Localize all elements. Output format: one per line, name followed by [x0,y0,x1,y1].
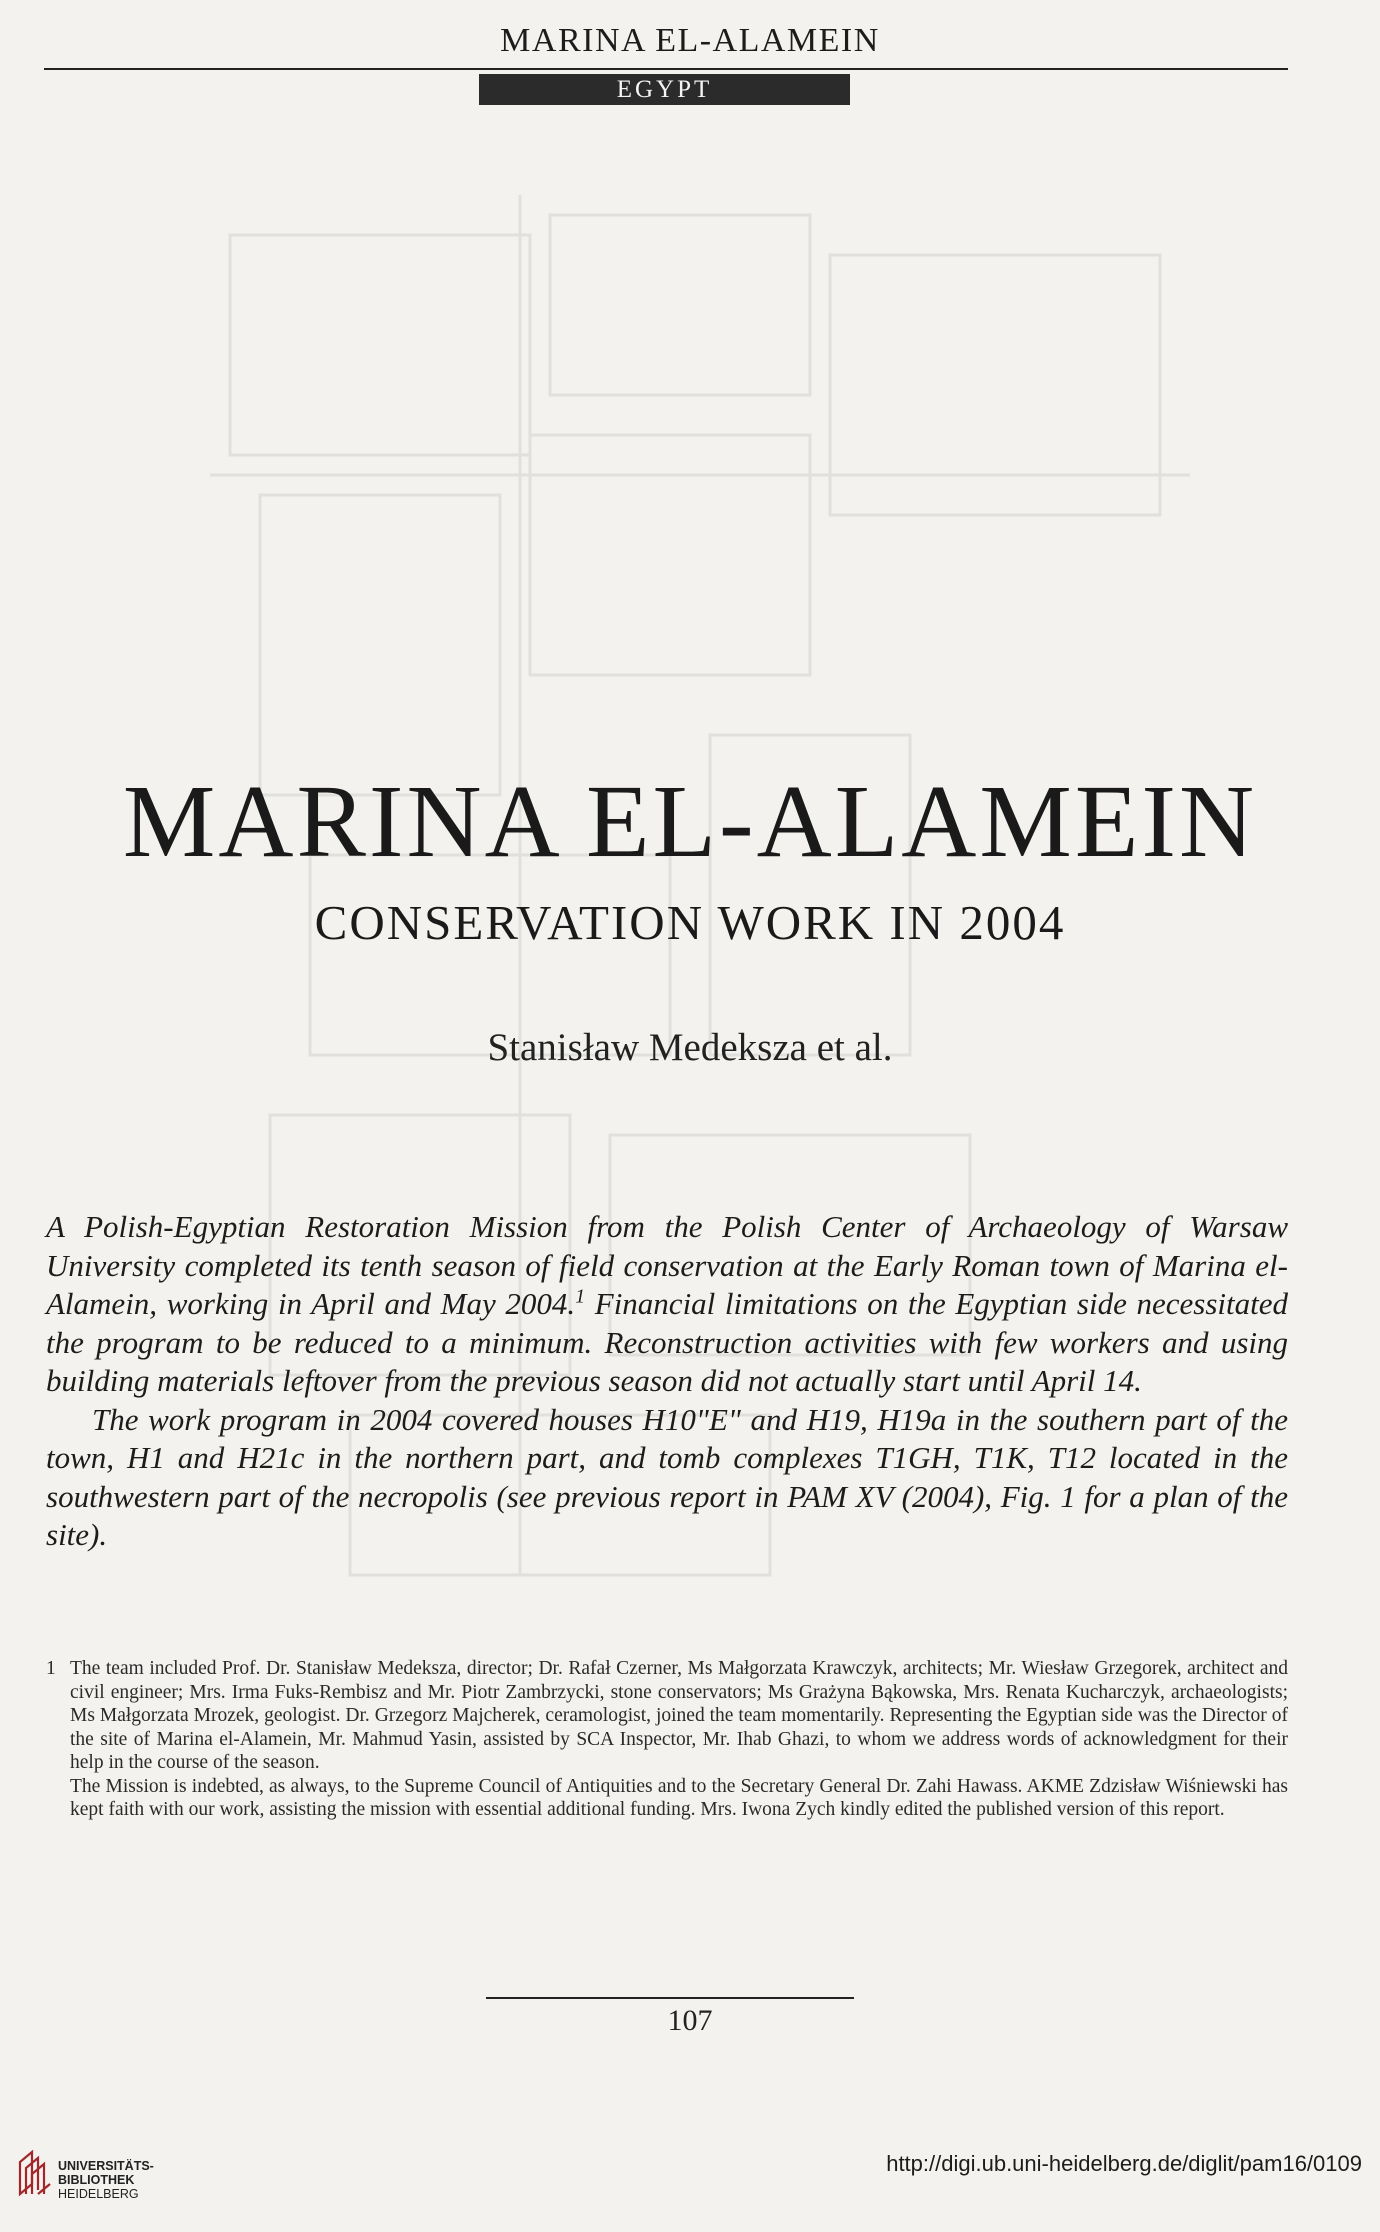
abstract [46,1208,1288,1555]
footnote-1-continued: The Mission is indebted, as always, to the Supreme Council of Antiquities and to the Secretary General Dr. Zahi Hawass. AKME Zdzisław Wiśniewski has kept faith with our work, assisting the mission with essential additional funding. Mrs. Iwona Zych kindly edited the published version of this report. [70,1775,1288,1820]
library-name-line-2: BIBLIOTHEK [58,2173,135,2187]
running-title: MARINA EL-ALAMEIN [500,22,880,59]
footnotes [46,1657,1288,1822]
abstract-paragraph-1 [46,1208,1288,1401]
page-number: 107 [667,2004,713,2037]
abstract-p1-text: A Polish-Egyptian Restoration Mission from the Polish Center of Archaeology of Warsaw University completed its tenth season of field conservation at the Early Roman town of Marina el-Alamein, working in April and May 2004. [46,1209,1288,1321]
library-name-line-1: UNIVERSITÄTS- [58,2159,154,2173]
header-rule [44,68,1288,70]
library-name-line-3: HEIDELBERG [58,2187,139,2201]
footnote-1 [46,1657,1288,1775]
author-line: Stanisław Medeksza et al. [487,1026,893,1069]
country-label: EGYPT [479,74,850,105]
footnote-number: 1 [46,1658,56,1679]
library-logo-icon [16,2148,54,2198]
library-name [58,2159,154,2201]
footnote-text-1: The team included Prof. Dr. Stanisław Medeksza, director; Dr. Rafał Czerner, Ms Małgorzata Krawczyk, architects; Mr. Wiesław Grzegorek, architect and civil engineer; Mrs. Irma Fuks-Rembisz and Mr. Piotr Zambrzycki, stone conservators; Ms Grażyna Bąkowska, Mrs. Renata Kucharczyk, archaeologists; Ms Małgorzata Mrozek, geologist. Dr. Grzegorz Majcherek, ceramologist, joined the team momentarily. Representing the Egyptian side was the Director of the site of Marina el-Alamein, Mr. Mahmud Yasin, assisted by SCA Inspector, Mr. Ihab Ghazi, to whom we address words of acknowledgment for their help in the course of the season. [70,1658,1288,1773]
article-subtitle: CONSERVATION WORK IN 2004 [314,895,1066,950]
abstract-paragraph-2: The work program in 2004 covered houses H10"E" and H19, H19a in the southern part of the town, H1 and H21c in the northern part, and tomb complexes T1GH, T1K, T12 located in the southwestern part of the necropolis (see previous report in PAM XV (2004), Fig. 1 for a plan of the site). [46,1401,1288,1552]
abstract-p1-text-after: Financial limitations on the Egyptian side necessitated the program to be reduced to a minimum. Reconstruction activities with few workers and using building materials leftover from the previous season did not actually start until April 14. [46,1286,1288,1398]
footnote-reference[interactable]: 1 [575,1285,586,1308]
source-url-link[interactable]: http://digi.ub.uni-heidelberg.de/diglit/pam16/0109 [886,2151,1362,2176]
article-title: MARINA EL-ALAMEIN [122,764,1258,879]
footer-rule [486,1997,854,1999]
